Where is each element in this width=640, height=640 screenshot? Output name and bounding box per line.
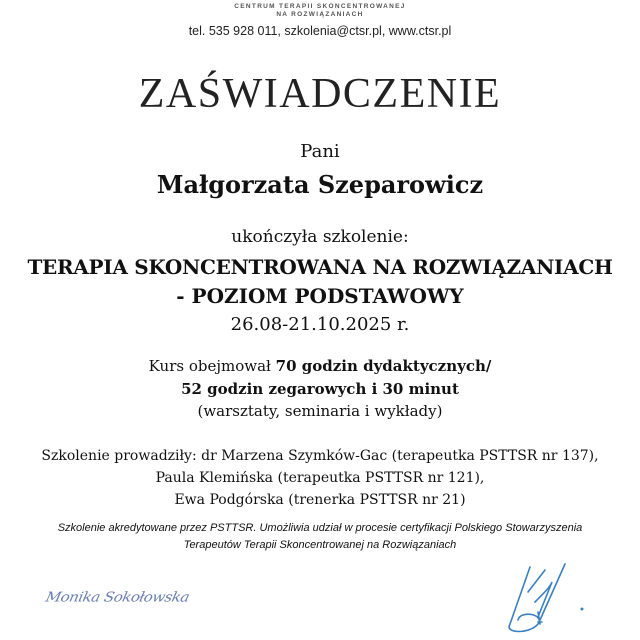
hours-didactic: 70 godzin dydaktycznych/ (275, 357, 492, 375)
trainers-line1: Szkolenie prowadziły: dr Marzena Szymków-Gac (terapeutka PSTTSR nr 137), (41, 448, 599, 464)
trainers-line2: Paula Klemińska (terapeutka PSTTSR nr 121), (155, 470, 485, 486)
trainers-line3: Ewa Podgórska (trenerka PSTTSR nr 21) (174, 492, 466, 508)
course-title-line1: TERAPIA SKONCENTROWANA NA ROZWIĄZANIACH (27, 255, 613, 279)
hours-prefix: Kurs obejmował (148, 357, 276, 375)
contact-line: tel. 535 928 011, szkolenia@ctsr.pl, www.ctsr.pl (188, 24, 452, 38)
accreditation-line2: Terapeutów Terapii Skoncentrowanej na Rozwiązaniach (183, 539, 457, 551)
signature-right (490, 562, 600, 637)
course-dates: 26.08-21.10.2025 r. (230, 314, 410, 335)
org-name-line1: CENTRUM TERAPII SKONCENTROWANEJ (234, 3, 406, 10)
completed-text: ukończyła szkolenie: (231, 227, 409, 247)
org-name-line2: NA ROZWIĄZANIACH (276, 11, 364, 18)
recipient-name: Małgorzata Szeparowicz (156, 170, 484, 199)
signature-left: Monika Sokołowska (44, 588, 191, 606)
hours-forms: (warsztaty, seminaria i wykłady) (197, 402, 443, 420)
course-title-line2: - POZIOM PODSTAWOWY (176, 284, 464, 308)
accreditation-line1: Szkolenie akredytowane przez PSTTSR. Umożliwia udział w procesie certyfikacji Polskiego Stowarzyszenia (57, 522, 583, 534)
salutation: Pani (300, 141, 340, 162)
hours-line2: 52 godzin zegarowych i 30 minut (181, 380, 459, 398)
document-title: ZAŚWIADCZENIE (138, 71, 502, 117)
hours-line1 (0, 357, 640, 375)
